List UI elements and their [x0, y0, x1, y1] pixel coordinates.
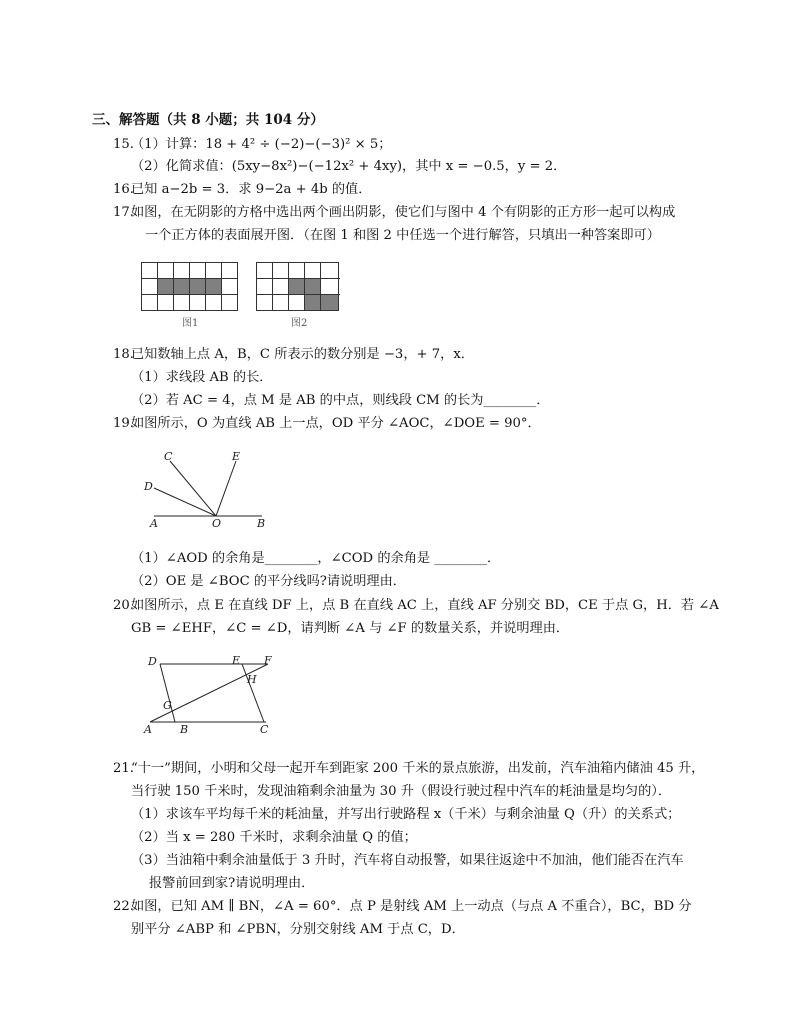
section-title: 三、解答题（共 8 小题；共 104 分） [92, 112, 324, 128]
q21-part3-line1: （3）当油箱中剩余油量低于 3 升时，汽车将自动报警，如果往返途中不加油，他们能否在汽车 [131, 853, 684, 868]
q18-part2: （2）若 AC = 4，点 M 是 AB 的中点，则线段 CM 的长为________． [131, 393, 550, 408]
q16-number: 16. [113, 182, 134, 197]
q17-figure2-caption: 图2 [291, 318, 308, 329]
q21-line2: 当行驶 150 千米时，发现油箱剩余油量为 30 升（假设行驶过程中汽车的耗油量是均匀的）． [131, 784, 672, 799]
label-e: E [232, 654, 241, 667]
q17-figure1-grid [141, 262, 239, 311]
q19-part2: （2）OE 是 ∠BOC 的平分线吗?请说明理由． [131, 574, 406, 589]
label-c: C [164, 450, 173, 463]
label-d: D [148, 655, 157, 668]
q18-number: 18. [113, 347, 134, 362]
label-c: C [260, 723, 269, 736]
q22-line1: 如图，已知 AM ∥ BN，∠A = 60°．点 P 是射线 AM 上一动点（与点 A 不重合），BC，BD 分 [131, 899, 692, 914]
label-b: B [180, 723, 189, 736]
fig2-shaded-cell-c [305, 295, 321, 310]
label-a: A [150, 517, 158, 530]
fig2-shaded-cell-d [321, 295, 338, 310]
q20-line2: GB = ∠EHF，∠C = ∠D，请判断 ∠A 与 ∠F 的数量关系，并说明理由． [131, 621, 570, 636]
q21-part1: （1）求该车平均每千米的耗油量，并写出行驶路程 x（千米）与剩余油量 Q（升）的关系式； [131, 807, 681, 822]
fig2-shaded-cell-b [305, 279, 321, 295]
q18-text: 已知数轴上点 A，B，C 所表示的数分别是 −3，+ 7，x． [131, 347, 474, 362]
q19-angle-figure [140, 448, 280, 530]
q17-line1: 如图，在无阴影的方格中选出两个画出阴影，使它们与图中 4 个有阴影的正方形一起可以构成 [131, 205, 676, 220]
q17-number: 17. [113, 205, 134, 220]
label-d: D [144, 480, 153, 493]
ray-oe [216, 461, 236, 516]
q21-part3-line2: 报警前回到家?请说明理由． [149, 876, 315, 891]
q18-part1: （1）求线段 AB 的长． [131, 370, 273, 385]
q19-part1: （1）∠AOD 的余角是________，∠COD 的余角是 ________． [131, 551, 501, 566]
label-f: F [264, 654, 272, 667]
q21-part2: （2）当 x = 280 千米时，求剩余油量 Q 的值； [131, 830, 417, 845]
label-e: E [232, 450, 241, 463]
q21-number: 21. [113, 761, 134, 776]
q20-parallel-figure [140, 652, 285, 738]
q15-part2: （2）化简求值：(5xy−8x²)−(−12x² + 4xy)，其中 x = −0.5，y = 2． [131, 159, 567, 174]
ray-oc [170, 461, 216, 516]
q20-line1: 如图所示，点 E 在直线 DF 上，点 B 在直线 AC 上，直线 AF 分别交 BD，CE 于点 G，H．若 ∠A [131, 598, 719, 613]
q20-number: 20. [113, 598, 134, 613]
q21-line1: “十一”期间，小明和父母一起开车到距家 200 千米的景点旅游，出发前，汽车油箱内储油 45 升， [131, 761, 705, 776]
q15-part1: （1）计算：18 + 4² ÷ (−2)−(−3)² × 5； [131, 137, 392, 152]
label-g: G [163, 699, 172, 712]
q19-number: 19. [113, 416, 134, 431]
fig2-shaded-cell-a [289, 279, 305, 295]
q19-text: 如图所示，O 为直线 AB 上一点，OD 平分 ∠AOC，∠DOE = 90°． [131, 416, 541, 431]
label-h: H [247, 673, 257, 686]
label-b: B [257, 517, 266, 530]
q16-text: 已知 a−2b = 3．求 9−2a + 4b 的值． [131, 182, 372, 197]
q15-number: 15. [113, 137, 134, 152]
q22-number: 22. [113, 899, 134, 914]
q17-figure1-caption: 图1 [182, 318, 199, 329]
label-a: A [144, 723, 152, 736]
q22-line2: 别平分 ∠ABP 和 ∠PBN，分别交射线 AM 于点 C，D． [131, 922, 465, 937]
q17-figure2-grid [256, 262, 340, 311]
ray-od [154, 488, 216, 516]
label-o: O [212, 517, 222, 530]
q17-line2: 一个正方体的表面展开图．（在图 1 和图 2 中任选一个进行解答，只填出一种答案即可） [145, 228, 660, 243]
